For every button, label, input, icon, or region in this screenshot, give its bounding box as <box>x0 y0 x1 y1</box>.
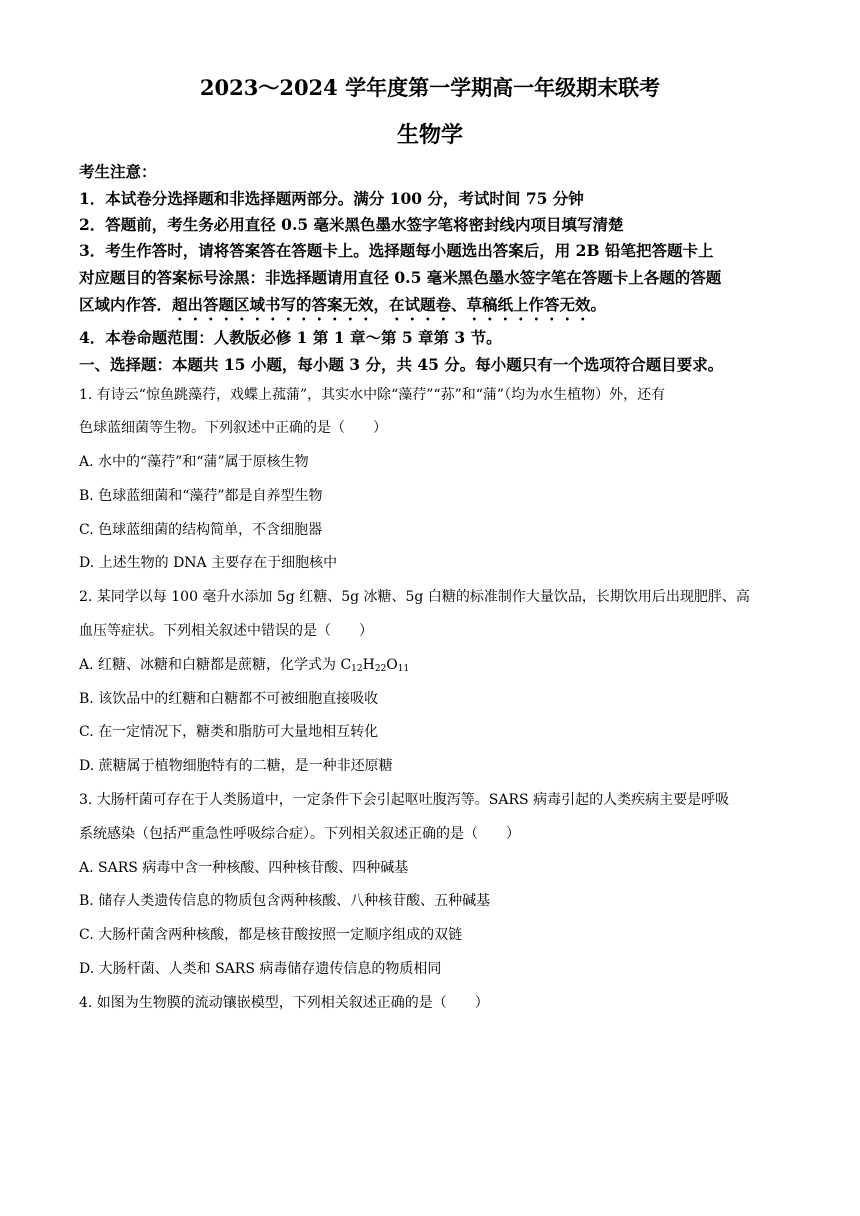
notice-item-3-post: 。 <box>590 295 607 314</box>
q1-stem-line-2: 色球蓝细菌等生物。下列叙述中正确的是（ ） <box>79 420 387 436</box>
notice-heading: 考生注意： <box>79 162 157 181</box>
q4-stem-line-1: 4. 如图为生物膜的流动镶嵌模型，下列相关叙述正确的是（ ） <box>79 995 489 1011</box>
exam-title: 2023～2024 学年度第一学期高一年级期末联考 <box>199 75 661 100</box>
q3-stem-line-2: 系统感染（包括严重急性呼吸综合症）。下列相关叙述正确的是（ ） <box>79 826 520 842</box>
subject-title: 生物学 <box>396 122 463 148</box>
q3-option-c: C. 大肠杆菌含两种核酸，都是核苷酸按照一定顺序组成的双链 <box>79 927 463 943</box>
q1-option-d: D. 上述生物的 DNA 主要存在于细胞核中 <box>79 555 338 571</box>
q2-option-a <box>79 654 784 674</box>
notice-item-1: 1．本试卷分选择题和非选择题两部分。满分 100 分，考试时间 75 分钟 <box>79 189 584 208</box>
notice-item-4: 4．本卷命题范围：人教版必修 1 第 1 章～第 5 章第 3 节。 <box>79 328 502 347</box>
q2-stem-line-2: 血压等症状。下列相关叙述中错误的是（ ） <box>79 623 373 639</box>
q2-option-b: B. 该饮品中的红糖和白糖都不可被细胞直接吸收 <box>79 691 379 707</box>
formula-subscript: 11 <box>397 664 410 674</box>
q2-stem-line-1: 2. 某同学以每 100 毫升水添加 5g 红糖、5g 冰糖、5g 白糖的标准制作大量饮品，长期饮用后出现肥胖、高 <box>79 589 750 605</box>
notice-item-3-emphasis: 超出答题区域书写的答案无效，在试题卷、草稿纸上作答无效 <box>172 295 591 314</box>
q3-stem-line-1: 3. 大肠杆菌可存在于人类肠道中，一定条件下会引起呕吐腹泻等。SARS 病毒引起的人类疾病主要是呼吸 <box>79 792 730 808</box>
notice-item-3-pre: 区域内作答． <box>79 295 173 314</box>
q3-option-a: A. SARS 病毒中含一种核酸、四种核苷酸、四种碱基 <box>79 860 409 876</box>
notice-item-3-line-1: 3．考生作答时，请将答案答在答题卡上。选择题每小题选出答案后，用 2B 铅笔把答题卡上 <box>79 241 714 260</box>
formula-subscript: 12 <box>351 664 363 674</box>
q3-option-b: B. 储存人类遗传信息的物质包含两种核酸、八种核苷酸、五种碱基 <box>79 893 491 909</box>
q3-option-d: D. 大肠杆菌、人类和 SARS 病毒储存遗传信息的物质相同 <box>79 961 442 977</box>
formula-subscript: 22 <box>374 664 387 674</box>
formula-element: H <box>362 657 375 673</box>
q2-option-d: D. 蔗糖属于植物细胞特有的二糖，是一种非还原糖 <box>79 758 393 774</box>
q1-option-a: A. 水中的“藻荇”和“蒲”属于原核生物 <box>79 454 309 470</box>
q2-option-a-text: A. 红糖、冰糖和白糖都是蔗糖，化学式为 C <box>79 657 352 673</box>
q1-stem-line-1: 1. 有诗云“惊鱼跳藻荇，戏蝶上菰蒲”，其实水中除“藻荇”“荪”和“蒲”（均为水生植物）外，还有 <box>79 387 666 403</box>
section-1-heading: 一、选择题：本题共 15 小题，每小题 3 分，共 45 分。每小题只有一个选项符合题目要求。 <box>79 355 724 374</box>
formula-element: O <box>386 657 398 673</box>
notice-item-3-line-2: 对应题目的答案标号涂黑：非选择题请用直径 0.5 毫米黑色墨水签字笔在答题卡上各题的答题 <box>79 268 722 287</box>
q2-option-c: C. 在一定情况下，糖类和脂肪可大量地相互转化 <box>79 724 379 740</box>
q1-option-c: C. 色球蓝细菌的结构简单，不含细胞器 <box>79 522 323 538</box>
q1-option-b: B. 色球蓝细菌和“藻荇”都是自养型生物 <box>79 488 323 504</box>
notice-item-3-line-3 <box>79 293 784 324</box>
notice-item-2: 2．答题前，考生务必用直径 0.5 毫米黑色墨水签字笔将密封线内项目填写清楚 <box>79 215 624 234</box>
